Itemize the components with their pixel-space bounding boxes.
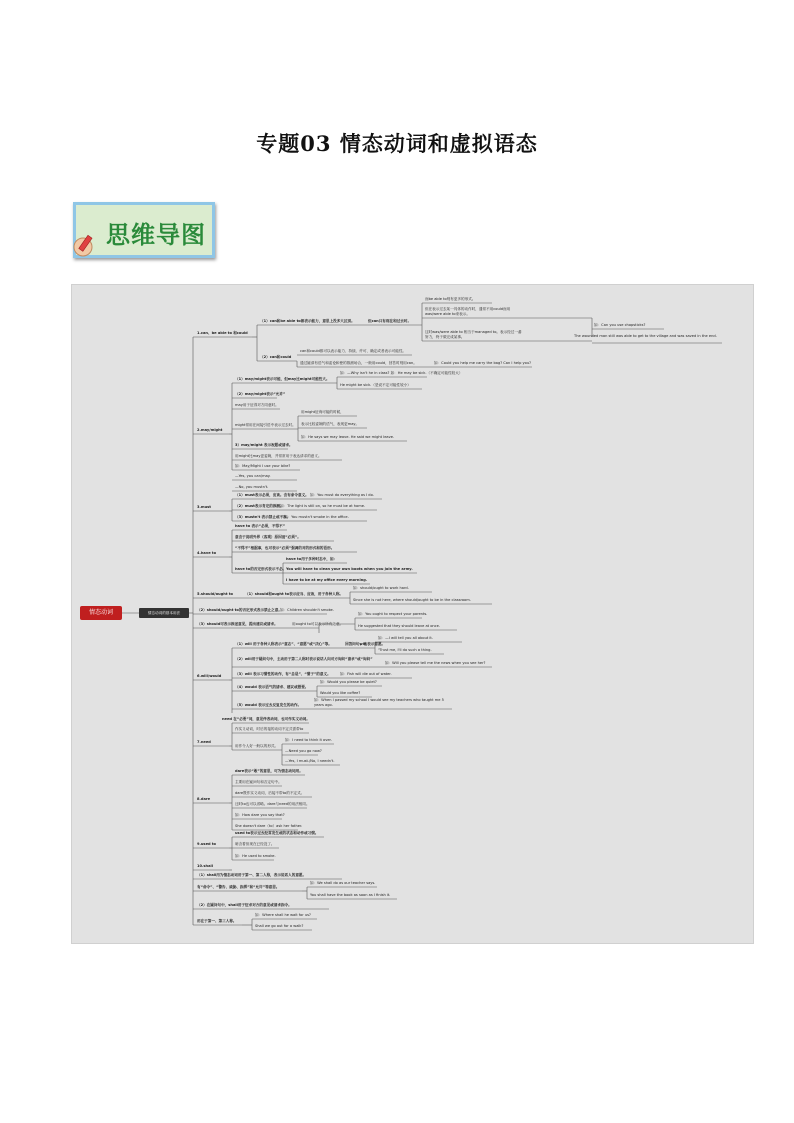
node: 如：Could you help me carry the bag? Can I help you? bbox=[434, 361, 532, 365]
category-used-to: 9.used to bbox=[197, 842, 217, 846]
node: —Yes, I must./No, I needn't. bbox=[285, 759, 335, 763]
node: 如：Can you use chopsticks? bbox=[594, 323, 646, 327]
node: 如：Children shouldn't smoke. bbox=[280, 608, 334, 612]
node: dare表示“敢”的意思，可为情态动词用。 bbox=[235, 769, 303, 773]
category-have-to: 4.have to bbox=[197, 551, 217, 555]
node: （1）will 用于各种人称表示“意志”、“意愿”或“决心”等。 bbox=[235, 642, 332, 646]
node: 如：You mustn't smoke in the office. bbox=[284, 515, 349, 519]
node: 回答问句will bbox=[345, 642, 367, 646]
node: （4）would 表示语气的请求、建议或想要。 bbox=[235, 685, 309, 689]
node: （1）shall用为情态动词用于第一、第二人称，表示说话人的意愿。 bbox=[197, 873, 307, 877]
node: （2）在疑问句中，shall用于征求对方的意见或请求指令。 bbox=[197, 903, 292, 907]
node: 意含于说明外界（客观）原因而“必须”。 bbox=[235, 535, 301, 539]
node: He suggested that they should leave at once. bbox=[358, 624, 441, 628]
node: need 在“必要”词，意见伴表动词，也可作实义动词。 bbox=[222, 717, 310, 721]
node: 有“命令”、“警告、威胁、指挥”和“允许”等意思。 bbox=[197, 885, 280, 889]
node: ；也表示意愿。 bbox=[360, 642, 386, 646]
category-must: 3.must bbox=[197, 505, 212, 509]
node: He might be sick.（是说不定可能性较小） bbox=[340, 383, 411, 387]
node: （5）would 表示过去反复发生的动作。 bbox=[235, 703, 302, 707]
node: may用于征得对方同意时。 bbox=[235, 403, 279, 407]
node: Would you like coffee? bbox=[320, 691, 361, 695]
node: （1）can和be able to都表示能力，意思上没多大区别。 bbox=[260, 319, 355, 323]
mind-map bbox=[71, 284, 754, 944]
node: 如：May/Might I use your bike? bbox=[235, 464, 291, 468]
pencil-icon bbox=[71, 233, 101, 257]
node: 用ought to可以表示所有之意。 bbox=[292, 622, 344, 626]
node: You shall have the book as soon as I finish it. bbox=[310, 893, 391, 897]
node: 如：How dare you say that? bbox=[235, 813, 285, 817]
node: （1）must表示必须，应该。含有命令意义。 bbox=[235, 493, 309, 497]
node: Shall we go out for a walk? bbox=[255, 924, 304, 928]
node: Since she is not here, where should/ought to be in the classroom. bbox=[353, 598, 471, 602]
node: 如：should/ought to work hard. bbox=[353, 586, 409, 590]
node: 这时was/were able to 相当于managed to。表示经过一番努力，终于做完成某事。 bbox=[425, 330, 522, 339]
node: （2）will用于疑问句中，主动用于第二人称时表示说话人向对方询问“请求”或“询问” bbox=[235, 657, 373, 661]
node: 还时to也可以省略。dare与need的用法相同。 bbox=[235, 802, 310, 806]
node: I have to be at my office every morning. bbox=[286, 578, 368, 582]
node: “不得不”根据事，也可表示“必须”强调的对的形式和的语形。 bbox=[235, 546, 335, 550]
node: （2）may/might表示“允许” bbox=[235, 392, 286, 396]
node: —Yes, you can/may. bbox=[235, 474, 271, 478]
node: 主要用在疑问句和否定句中。 bbox=[235, 780, 282, 784]
category-will-would: 6.will/would bbox=[197, 674, 222, 678]
node: 作实义动词，时后的接的动词不定式需带to bbox=[235, 727, 304, 731]
node: —No, you mustn't. bbox=[235, 485, 269, 489]
node: 但在表示过去某一具体的动作时，通常不用could而用was/were able to来表示。 bbox=[425, 307, 511, 316]
category-need: 7.need bbox=[197, 740, 211, 744]
node: （3）will 表示习惯性的动作，有“总是”、“惯于”的意义。 bbox=[235, 672, 331, 676]
category-should: 5.should/ought to bbox=[197, 592, 234, 596]
node: 用作令人好一般以的形式。 bbox=[235, 744, 279, 748]
node: 如：The light is still on, so he must be at home. bbox=[280, 504, 366, 508]
node: 如：Fish will die out of water. bbox=[340, 672, 392, 676]
node: —Need you go now? bbox=[285, 749, 322, 753]
map-root-node: 情态动词 bbox=[80, 606, 122, 620]
node: 如：When I passed my school I would see my teachers who taught me 5 years ago. bbox=[314, 698, 444, 707]
node: （2）must表示肯定的推测。 bbox=[235, 504, 284, 508]
node: （2）should/ought to的否定形式表示禁止之意。 bbox=[197, 608, 282, 612]
node: 如：You ought to respect your parents. bbox=[358, 612, 428, 616]
node: 3）may/might 表示祝愿或请求。 bbox=[235, 443, 293, 447]
node: can和could都可以表示能力、持续、许可、确定或者表示可能性。 bbox=[300, 349, 407, 353]
node: 如：You must do everything as I do. bbox=[310, 493, 374, 497]
category-may-might: 2.may/might bbox=[197, 428, 223, 432]
node: have to的否定形式表示不必。 bbox=[235, 567, 287, 571]
node: 如：Will you please tell me the news when you see her? bbox=[385, 661, 486, 665]
node: 如：Would you please be quiet? bbox=[320, 680, 377, 684]
node: 暗含着但现在已经没了。 bbox=[235, 842, 275, 846]
node: She doesn't dare（to）ask her father. bbox=[235, 824, 303, 828]
node: 用在于第一、第三人称。 bbox=[197, 919, 237, 923]
node: 用might比may更委婉，并常常用于表达请求的意义。 bbox=[235, 454, 322, 458]
node: might常用在间接引语中表示过去时。 bbox=[235, 423, 296, 427]
node: The wounded man still was able to get to the village and was saved in the end. bbox=[574, 334, 717, 338]
node: dare既作实义动词，后接不带to的不定式。 bbox=[235, 791, 305, 795]
node: 如：He used to smoke. bbox=[235, 854, 276, 858]
node: have to用于多种时态中，如： bbox=[286, 557, 338, 561]
node: 而be able to则有更多的形式。 bbox=[425, 297, 476, 301]
node: （3）should可表示推述意见，提出建议或请求。 bbox=[197, 622, 278, 626]
node: have to 表示“必须，不得不” bbox=[235, 524, 285, 528]
node: 用might征询可能的时候， bbox=[301, 410, 344, 414]
map-sub-node: 情态动词的基本用法 bbox=[139, 608, 189, 618]
page-title: 专题03 情态动词和虚拟语态 bbox=[256, 131, 538, 156]
node: "Trust me, I'll do such a thing. bbox=[378, 648, 432, 652]
mind-map-badge bbox=[73, 202, 215, 258]
node: 如：—Why isn't he in class? 如：He may be sick.（不确定可能性较大） bbox=[340, 371, 463, 375]
node: 如：We shall do as our teacher says. bbox=[310, 881, 376, 885]
node: （1）may/might表示可能，但may比might可能性大。 bbox=[235, 377, 330, 381]
node: （2）can和could bbox=[260, 355, 292, 359]
node: 如：Where shall he wait for us? bbox=[255, 913, 311, 917]
node: 如：—I will tell you all about it. bbox=[378, 636, 433, 640]
category-dare: 8.dare bbox=[197, 797, 211, 801]
node: You will have to clean your own boots when you join the army. bbox=[286, 567, 413, 571]
node: （1）should和ought to表示应当、应该，用于各种人称。 bbox=[245, 592, 344, 596]
badge-label: 思维导图 bbox=[106, 221, 206, 249]
node: 如：I need to think it over. bbox=[285, 738, 332, 742]
category-can: 1.can、be able to 和could bbox=[197, 331, 248, 335]
node: 但can只有现在和过去时。 bbox=[368, 319, 412, 323]
node: （3）mustn't 表示禁止或不准。 bbox=[235, 515, 291, 519]
node: 通过疑请有语气和委论和使的推测场合，一般用could，回答时则用can。 bbox=[300, 361, 417, 365]
category-shall: 10.shall bbox=[197, 864, 213, 868]
node: used to表示过去经常发生或的状态和动作或习惯。 bbox=[235, 831, 319, 835]
node: 表示比较委婉的语气，表现更may。 bbox=[301, 422, 360, 426]
node: 如：He says we may leave. He said we might leave. bbox=[301, 435, 395, 439]
